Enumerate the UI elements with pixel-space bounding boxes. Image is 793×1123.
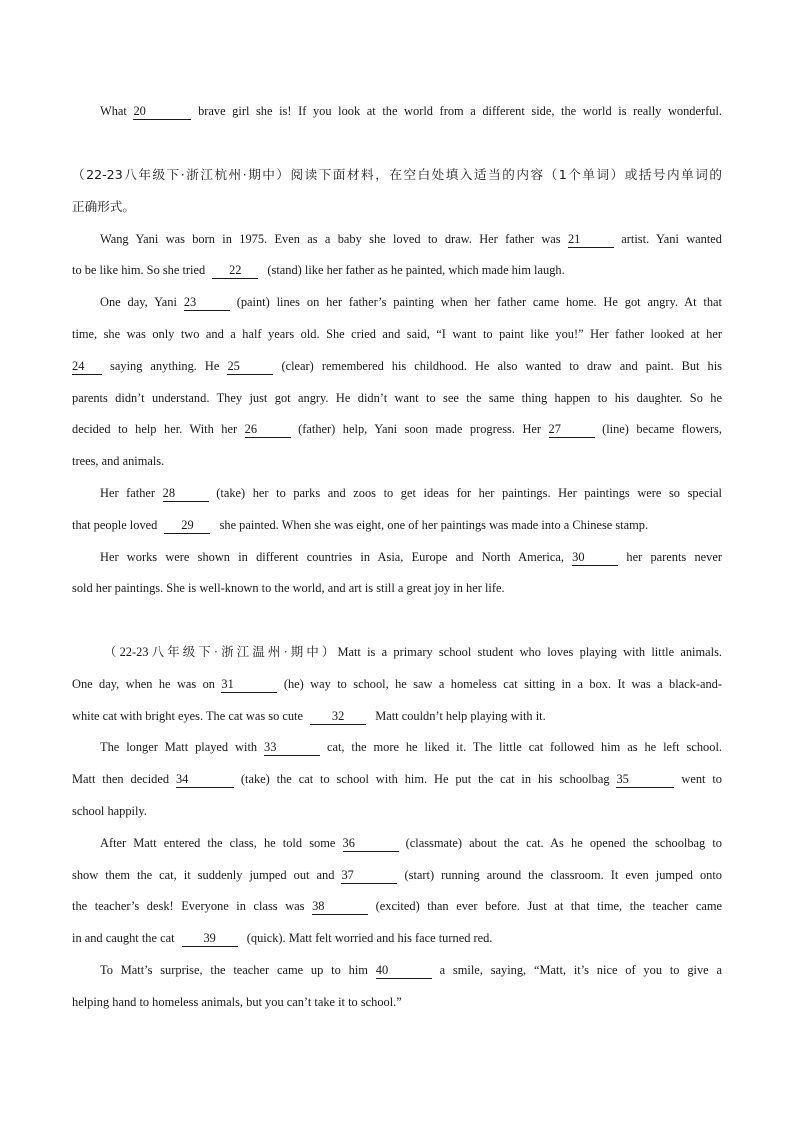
blank-40[interactable]: 40 <box>376 963 432 979</box>
passage2-line <box>72 895 722 917</box>
passage1-line: sold her paintings. She is well-known to the world, and art is still a great joy in her life. <box>72 581 505 595</box>
blank-33[interactable]: 33 <box>264 740 320 756</box>
passage1-line <box>72 418 722 440</box>
text: (father) help, Yani soon made progress. Her <box>298 422 542 436</box>
passage1-line <box>72 482 722 504</box>
passage1-line <box>72 355 722 377</box>
blank-31[interactable]: 31 <box>221 677 277 693</box>
passage1-header: （22-23八年级下·浙江杭州·期中）阅读下面材料，在空白处填入适当的内容（1个单词）或括号内单词的 <box>72 167 722 182</box>
blank-29[interactable]: 29 <box>164 518 210 534</box>
passage1-line: time, she was only two and a half years old. She cried and said, “I want to paint like you!” Her father looked at her <box>72 327 722 341</box>
passage1-line <box>72 546 722 568</box>
text: in and caught the cat <box>72 931 175 945</box>
text: One day, Yani <box>100 295 177 309</box>
text: her parents never <box>626 550 722 564</box>
blank-24[interactable]: 24 <box>72 359 102 375</box>
text: to be like him. So she tried <box>72 263 206 277</box>
text: (clear) remembered his childhood. He also wanted to draw and paint. But his <box>281 359 722 373</box>
blank-37[interactable]: 37 <box>341 868 397 884</box>
blank-28[interactable]: 28 <box>163 486 209 502</box>
passage1-line <box>72 514 722 536</box>
text: Matt couldn’t help playing with it. <box>375 709 546 723</box>
text: cat, the more he liked it. The little cat followed him as he left school. <box>326 740 722 754</box>
text: (excited) than ever before. Just at that time, the teacher came <box>375 899 722 913</box>
passage1-line <box>72 259 722 281</box>
passage1-line <box>72 228 722 250</box>
intro-text-end: brave girl she is! If you look at the world from a different side, the world is really wonderful. <box>198 104 722 118</box>
text: Her works were shown in different countries in Asia, Europe and North America, <box>100 550 564 564</box>
passage2-line: school happily. <box>72 804 147 818</box>
blank-22[interactable]: 22 <box>212 263 258 279</box>
text: artist. Yani wanted <box>621 232 722 246</box>
text: a smile, saying, “Matt, it’s nice of you to give a <box>439 963 722 977</box>
passage1-line: parents didn’t understand. They just got angry. He didn’t want to see the same thing happen to his daughter. So he <box>72 391 722 405</box>
blank-26[interactable]: 26 <box>245 422 291 438</box>
text: Wang Yani was born in 1975. Even as a baby she loved to draw. Her father was <box>100 232 561 246</box>
text: she painted. When she was eight, one of her paintings was made into a Chinese stamp. <box>219 518 649 532</box>
blank-30[interactable]: 30 <box>572 550 618 566</box>
text: Her father <box>100 486 156 500</box>
passage1-line <box>72 291 722 313</box>
text: show them the cat, it suddenly jumped out and <box>72 868 335 882</box>
text: white cat with bright eyes. The cat was so cute <box>72 709 303 723</box>
text: saying anything. He <box>110 359 220 373</box>
text: (he) way to school, he saw a homeless cat sitting in a box. It was a black-and- <box>283 677 722 691</box>
text: (stand) like her father as he painted, which made him laugh. <box>267 263 565 277</box>
text: To Matt’s surprise, the teacher came up to him <box>100 963 368 977</box>
text: The longer Matt played with <box>100 740 258 754</box>
blank-39[interactable]: 39 <box>182 931 238 947</box>
blank-38[interactable]: 38 <box>312 899 368 915</box>
text: After Matt entered the class, he told some <box>100 836 336 850</box>
passage2-line <box>72 927 722 949</box>
text: decided to help her. With her <box>72 422 238 436</box>
passage2-line: helping hand to homeless animals, but you can’t take it to school.” <box>72 995 402 1009</box>
intro-line <box>72 100 722 122</box>
text: the teacher’s desk! Everyone in class was <box>72 899 305 913</box>
passage2-line <box>72 768 722 790</box>
blank-25[interactable]: 25 <box>227 359 273 375</box>
intro-text-start: What <box>100 104 127 118</box>
text: went to <box>681 772 722 786</box>
passage2-line <box>72 832 722 854</box>
blank-23[interactable]: 23 <box>184 295 230 311</box>
text: (take) her to parks and zoos to get ideas for her paintings. Her paintings were so special <box>216 486 722 500</box>
text: (paint) lines on her father’s painting when her father came home. He got angry. At that <box>236 295 722 309</box>
text: (take) the cat to school with him. He put the cat in his schoolbag <box>240 772 610 786</box>
passage2-line <box>72 864 722 886</box>
text: One day, when he was on <box>72 677 216 691</box>
text: (line) became flowers, <box>602 422 722 436</box>
blank-35[interactable]: 35 <box>616 772 674 788</box>
blank-27[interactable]: 27 <box>549 422 595 438</box>
passage2-line <box>72 673 722 695</box>
text: that people loved <box>72 518 158 532</box>
passage1-header-cont: 正确形式。 <box>72 199 135 214</box>
text: (start) running around the classroom. It even jumped onto <box>404 868 722 882</box>
text: (classmate) about the cat. As he opened the schoolbag to <box>405 836 722 850</box>
blank-21[interactable]: 21 <box>568 232 614 248</box>
blank-34[interactable]: 34 <box>176 772 234 788</box>
text: (quick). Matt felt worried and his face turned red. <box>246 931 493 945</box>
passage2-line <box>72 959 722 981</box>
passage2-line <box>72 736 722 758</box>
passage2-line <box>72 705 722 727</box>
passage2-header: （22-23八年级下·浙江温州·期中）Matt is a primary school student who loves playing with little animals. <box>104 645 722 659</box>
blank-20[interactable]: 20 <box>133 104 191 120</box>
text: Matt then decided <box>72 772 170 786</box>
blank-32[interactable]: 32 <box>310 709 366 725</box>
passage1-line: trees, and animals. <box>72 454 165 468</box>
blank-36[interactable]: 36 <box>343 836 399 852</box>
